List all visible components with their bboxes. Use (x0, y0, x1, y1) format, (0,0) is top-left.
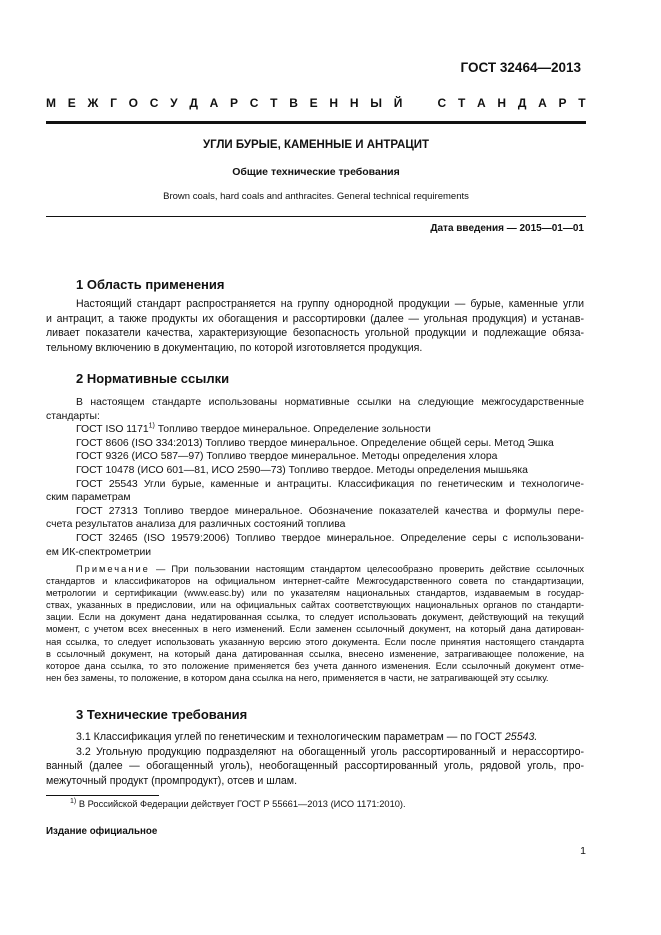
reference-item: ем ИК-спектрометрии (46, 546, 152, 558)
section-1-heading: 1 Область применения (76, 277, 225, 292)
note-line: стандартов и классификаторов на официальном интернет-сайте Межгосударственного совета по стандартизации, (46, 576, 584, 587)
banner-letter: М (46, 96, 56, 110)
banner-letter: Т (578, 96, 586, 110)
banner-letter: С (249, 96, 259, 110)
header-rule (46, 121, 586, 124)
banner-letter: Н (497, 96, 507, 110)
reference-item: ГОСТ 10478 (ИСО 601—81, ИСО 2590—73) Топливо твердое. Методы определения мышьяка (76, 464, 528, 476)
note-line: Примечание — При пользовании настоящим стандартом целесообразно проверить действие ссылочных (76, 564, 584, 574)
banner-letter: У (170, 96, 178, 110)
reference-item: ГОСТ ISO 1171$^{1)}$ Топливо твердое минеральное. Определение зольности (76, 422, 431, 436)
text-line: ванный (далее — обогащенный уголь), необогащенный рассортированный уголь, рядовой уголь, про- (46, 760, 584, 773)
note-line: нен без замены, то положение, в котором дана ссылка на него, применяется в части, не затрагивающей эту ссылку. (46, 672, 549, 683)
section-2-heading: 2 Нормативные ссылки (76, 371, 230, 386)
note-line: момент, с учетом всех внесенных в него изменений. Если заменен ссылочный документ, на который дана датирован- (46, 624, 584, 635)
reference-item: ГОСТ 8606 (ISO 334:2013) Топливо твердое минеральное. Определение общей серы. Метод Эшка (76, 437, 554, 449)
banner-letter: Т (457, 96, 466, 110)
banner-letter: Р (230, 96, 239, 110)
text-line: В настоящем стандарте использованы нормативные ссылки на следующие межгосударственные (76, 397, 584, 408)
text-line: межуточный продукт (промпродукт), отсев и шлам. (46, 774, 298, 787)
note-line: метрологии и сертификации (www.easc.by) или по указателям национальных стандартов, издаваемым в государ- (46, 588, 584, 599)
banner-letter: Р (558, 96, 567, 110)
note-label: Примечание (76, 564, 150, 574)
banner-letter: Т (270, 96, 278, 110)
banner-letter: Ж (87, 96, 99, 110)
section-1-text (46, 297, 584, 355)
text-line: ливает показатели качества, характеризующие безопасность угольной продукции и подлежащие обяза- (46, 327, 584, 340)
reference-item: ским параметрам (46, 492, 131, 504)
gost-number: ГОСТ 32464—2013 (460, 60, 581, 75)
reference-item: ГОСТ 9326 (ИСО 587—97) Топливо твердое минеральное. Методы определения хлора (76, 451, 498, 463)
banner-letter: Д (517, 96, 527, 110)
section-2-text (46, 396, 584, 559)
note-line: зации. Если на документ дана недатированная ссылка, то следует использовать документ, действующий на текущий (46, 612, 584, 623)
text-line: и антрацит, а также продукты их обогащения и рассортировки (далее — угольная продукция) и устанав- (46, 312, 584, 325)
reference-item: ГОСТ 27313 Топливо твердое минеральное. Обозначение показателей качества и формулы пере- (76, 505, 584, 517)
banner-letter: Й (393, 96, 403, 110)
banner-letter: Е (67, 96, 76, 110)
note-line: в ссылочный документ, на который дана датированная ссылка, внесено изменение, затрагивающее положение, на (46, 648, 584, 659)
reference-item: ГОСТ 25543 Угли бурые, каменные и антрациты. Классификация по генетическим и технологиче- (76, 478, 584, 490)
text-line: Настоящий стандарт распространяется на группу однородной продукции — бурые, каменные угли (76, 298, 584, 310)
standard-banner (46, 96, 586, 110)
english-title: Brown coals, hard coals and anthracites. General technical requirements (163, 191, 469, 202)
text-line: 3.2 Угольную продукцию подразделяют на обогащенный уголь рассортированный и нерассортиро- (76, 745, 584, 758)
note-line: ствах, указанных в предисловии, или на официальных сайтах соответствующих национальных органов по стандарти- (46, 600, 584, 611)
introduction-date: Дата введения — 2015—01—01 (430, 223, 584, 234)
banner-letter: А (477, 96, 486, 110)
banner-letter: Н (329, 96, 339, 110)
footnote-rule (46, 795, 159, 796)
banner-letter: Н (349, 96, 359, 110)
banner-letter: Е (309, 96, 318, 110)
document-title: УГЛИ БУРЫЕ, КАМЕННЫЕ И АНТРАЦИТ (202, 139, 430, 151)
section-3-heading: 3 Технические требования (76, 707, 248, 722)
official-edition-label: Издание официальное (46, 826, 158, 837)
section-3-text (46, 730, 584, 788)
banner-letter: Ы (370, 96, 382, 110)
text-line: тельному включению в документацию, по которой изготовляется продукция. (46, 341, 423, 354)
title-rule (46, 216, 586, 217)
note-line: которое дана ссылка, то это положение применяется без учета данного изменения. Если ссылочный документ отме- (46, 660, 584, 671)
page-number: 1 (580, 845, 586, 857)
reference-item: счета результатов анализа для различных состояний топлива (46, 519, 346, 531)
banner-letter: В (289, 96, 298, 110)
reference-item: ГОСТ 32465 (ISO 19579:2006) Топливо твердое минеральное. Определение серы с использовани- (76, 532, 584, 544)
banner-letter: Г (110, 96, 117, 110)
banner-letter: А (538, 96, 547, 110)
banner-letter: О (128, 96, 138, 110)
banner-letter: Д (189, 96, 198, 110)
banner-letter: А (209, 96, 219, 110)
document-subtitle: Общие технические требования (232, 166, 400, 178)
footnote: $^{1)}$ В Российской Федерации действует ГОСТ Р 55661—2013 (ИСО 1171:2010). (70, 797, 406, 809)
text-line: стандарты: (46, 410, 100, 422)
note-line: ная ссылка, то следует использовать указанную версию этого документа. Если после принятия настоящего стандарта (46, 636, 584, 647)
banner-letter: С (149, 96, 159, 110)
banner-letter: С (437, 96, 447, 110)
text-line: 3.1 Классификация углей по генетическим и технологическим параметрам — по ГОСТ 25543. (76, 731, 538, 743)
section-2-note (46, 563, 584, 684)
